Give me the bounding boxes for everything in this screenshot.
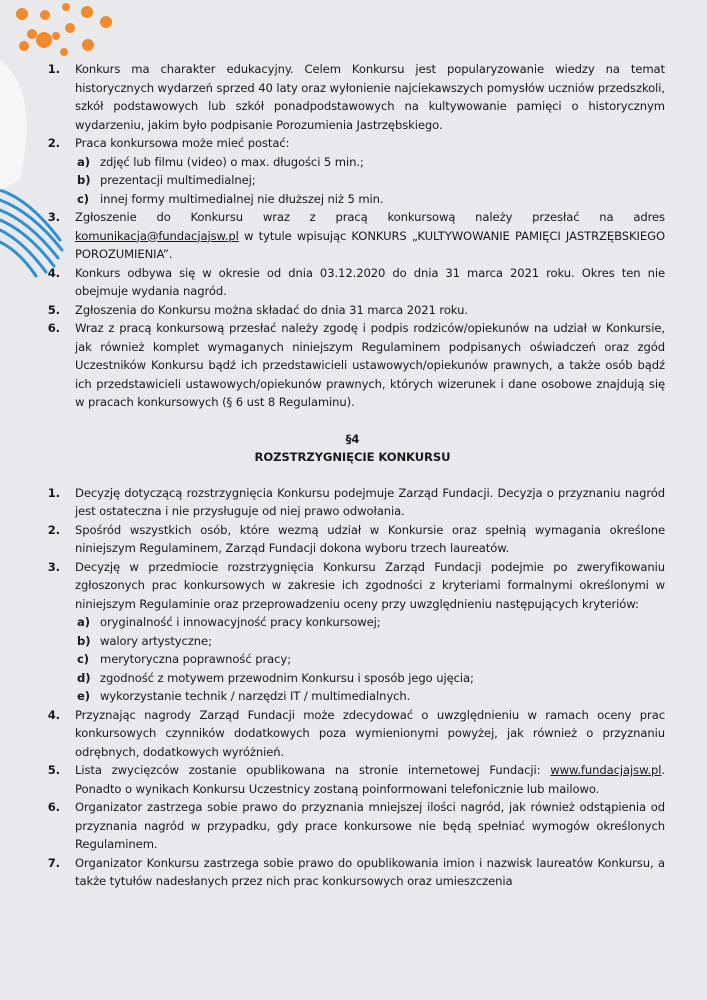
- item-text: Lista zwycięzców zostanie opublikowana na stronie internetowej Fundacji:: [75, 763, 541, 777]
- sub-item: [40, 190, 665, 209]
- list-item: [40, 521, 665, 558]
- sub-item: [40, 632, 665, 651]
- sub-item-text: zgodność z motywem przewodnim Konkursu i sposób jego ujęcia;: [100, 670, 474, 685]
- sub-item: [40, 171, 665, 190]
- item-number: 4.: [47, 707, 60, 722]
- sub-item-text: prezentacji multimedialnej;: [100, 173, 256, 187]
- sub-item-letter: b): [77, 633, 91, 648]
- sub-item-letter: c): [77, 652, 89, 666]
- sub-item: [40, 650, 665, 669]
- item-number: 2.: [47, 522, 60, 537]
- item-text: Konkurs ma charakter edukacyjny. Celem Konkursu jest popularyzowanie wiedzy na temat historycznych wydarzeń sprzed 40 laty oraz wyłonienie najciekawszych pomysłów uczniów przedszkoli, szkół podstawowych lub szkół ponadpodstawowych na kultywowanie pamięci o historycznym wydarzeniu, jakim było podpisanie Porozumienia Jastrzębskiego.: [75, 62, 665, 132]
- sub-item-letter: d): [77, 670, 91, 685]
- item-text: Wraz z pracą konkursową przesłać należy zgodę i podpis rodziców/opiekunów na udział w Konkursie, jak również komplet wymaganych niniejszym Regulaminem podpisanych oświadczeń oraz zgód Uczestników Konkursu bądź ich przedstawicieli ustawowych/opiekunów prawnych, a także osób bądź ich przedstawicieli ustawowych/opiekunów prawnych, których wizerunek i dane osobowe znajdują się w pracach konkursowych (§ 6 ust 8 Regulaminu).: [75, 321, 665, 409]
- item-number: 2.: [47, 136, 60, 150]
- item-number: 1.: [47, 485, 60, 500]
- item-text: Decyzję dotyczącą rozstrzygnięcia Konkursu podejmuje Zarząd Fundacji. Decyzja o przyznaniu nagród jest ostateczna i nie przysługuje od niej prawo odwołania.: [75, 485, 665, 518]
- list-item: [40, 761, 665, 798]
- email-link[interactable]: komunikacja@fundacjajsw.pl: [75, 228, 239, 243]
- list-item: [40, 854, 665, 891]
- item-text: Praca konkursowa może mieć postać:: [75, 136, 290, 150]
- sub-item-text: zdjęć lub filmu (video) o max. długości 5 min.;: [100, 154, 364, 169]
- sub-item-letter: a): [77, 154, 90, 169]
- section-title: ROZSTRZYGNIĘCIE KONKURSU: [254, 449, 451, 464]
- item-number: 1.: [47, 62, 60, 76]
- item-text: Organizator Konkursu zastrzega sobie prawo do opublikowania imion i nazwisk laureatów Konkursu, a także tytułów nadesłanych przez nich prac konkursowych oraz umieszczenia: [75, 855, 665, 888]
- item-number: 3.: [47, 210, 60, 224]
- item-text: w tytule wpisując KONKURS „KULTYWOWANIE PAMIĘCI JASTRZĘBSKIEGO POROZUMIENIA”.: [75, 228, 665, 261]
- sub-item: [40, 669, 665, 688]
- item-number: 6.: [47, 321, 60, 335]
- orange-dots-decoration: [16, 3, 112, 56]
- item-text: Decyzję w przedmiocie rozstrzygnięcia Konkursu Zarząd Fundacji podejmie po zweryfikowaniu zgłoszonych prac konkursowych w zakresie ich zgodności z kryteriami formalnymi określonymi w niniejszym Regulaminie oraz przeprowadzeniu oceny przy uwzględnieniu następujących kryteriów:: [75, 559, 665, 611]
- item-text: Zgłoszenie do Konkursu wraz z pracą konkursową należy przesłać na adres: [75, 210, 665, 224]
- item-number: 5.: [47, 302, 60, 317]
- item-number: 6.: [47, 800, 60, 814]
- sub-item: [40, 153, 665, 172]
- sub-item-text: walory artystyczne;: [100, 633, 212, 648]
- sub-item-text: merytoryczna poprawność pracy;: [100, 652, 291, 666]
- list-item: [40, 208, 665, 264]
- sub-item-letter: b): [77, 173, 91, 187]
- sub-item: [40, 687, 665, 706]
- sub-item-text: innej formy multimedialnej nie dłuższej niż 5 min.: [100, 191, 384, 206]
- list-item: [40, 264, 665, 301]
- list-item: [40, 706, 665, 762]
- list-item: [40, 319, 665, 412]
- sub-item-letter: c): [77, 191, 89, 206]
- section-mark: §4: [345, 431, 360, 446]
- list-item: [40, 558, 665, 614]
- item-number: 3.: [47, 559, 60, 574]
- list-item: [40, 60, 665, 134]
- item-number: 5.: [47, 763, 60, 777]
- item-text: Przyznając nagrody Zarząd Fundacji może zdecydować o uwzględnieniu w ramach oceny prac konkursowych czynników dodatkowych poza wymienionymi powyżej, jak również o przyznaniu odrębnych, dodatkowych wyróżnień.: [75, 707, 665, 759]
- list-item: [40, 134, 665, 153]
- sub-item: [40, 613, 665, 632]
- list-item: [40, 301, 665, 320]
- list-item: [40, 484, 665, 521]
- document-body: [40, 60, 665, 891]
- item-text: Konkurs odbywa się w okresie od dnia 03.12.2020 do dnia 31 marca 2021 roku. Okres ten nie obejmuje wydania nagród.: [75, 265, 665, 298]
- item-text: . Ponadto o wynikach Konkursu Uczestnicy zostaną poinformowani telefonicznie lub mailowo.: [75, 763, 665, 796]
- item-number: 7.: [47, 855, 60, 870]
- sub-item-letter: e): [77, 689, 90, 703]
- sub-item-text: oryginalność i innowacyjność pracy konkursowej;: [100, 615, 381, 629]
- sub-item-letter: a): [77, 615, 90, 629]
- item-text: Organizator zastrzega sobie prawo do przyznania mniejszej ilości nagród, jak również odstąpienia od przyznania nagród w przypadku, gdy prace konkursowe nie będą spełniać wymogów określonych Regulaminem.: [75, 800, 665, 851]
- list-item: [40, 798, 665, 854]
- sub-item-text: wykorzystanie technik / narzędzi IT / multimedialnych.: [100, 689, 411, 703]
- item-number: 4.: [47, 265, 60, 280]
- website-link[interactable]: www.fundacjajsw.pl: [550, 763, 662, 777]
- item-text: Spośród wszystkich osób, które wezmą udział w Konkursie oraz spełnią wymagania określone niniejszym Regulaminem, Zarząd Fundacji dokona wyboru trzech laureatów.: [75, 522, 665, 555]
- item-text: Zgłoszenia do Konkursu można składać do dnia 31 marca 2021 roku.: [75, 302, 468, 317]
